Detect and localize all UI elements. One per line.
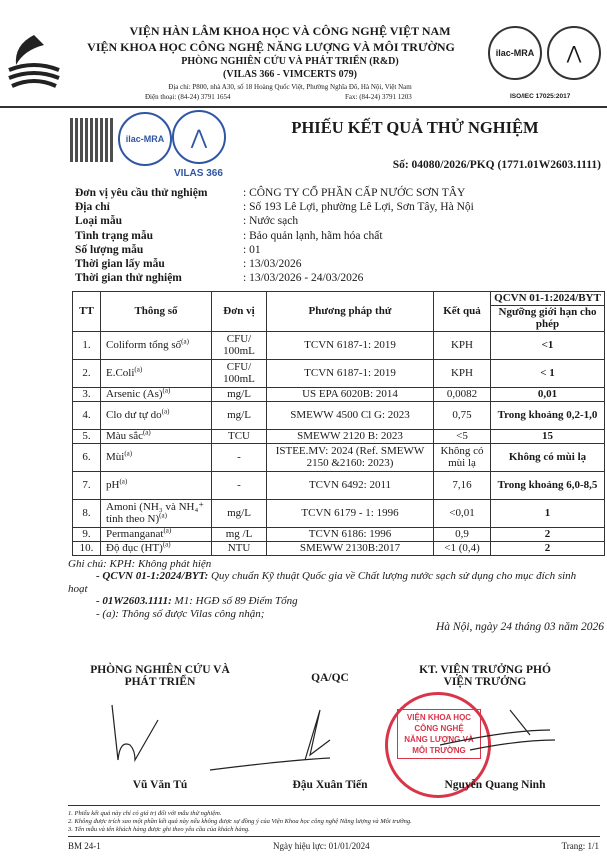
signature-title-qaqc: QA/QC (311, 672, 349, 684)
footer-note: 1. Phiếu kết quả này chỉ có giá trị đối với mẫu thử nghiệm. (68, 810, 222, 817)
row-number (73, 527, 101, 541)
row-number-text: 5. (82, 429, 91, 442)
method (267, 499, 434, 527)
info-value: : CÔNG TY CỔ PHẦN CẤP NƯỚC SƠN TÂY (243, 187, 466, 199)
unit (212, 527, 267, 541)
parameter-text: Độ đục (HT) (106, 541, 163, 554)
parameter (101, 527, 212, 541)
header-address: Địa chỉ: P800, nhà A30, số 18 Hoàng Quốc Việt, Phường Nghĩa Đô, Hà Nội, Việt Nam (168, 83, 412, 91)
parameter (101, 359, 212, 387)
header-result: Kết quả (434, 292, 491, 332)
row-number-text: 4. (82, 408, 91, 421)
method-text: SMEWW 4500 Cl G: 2023 (290, 408, 410, 421)
method-text: US EPA 6020B: 2014 (302, 387, 398, 400)
note-value: M1: HGĐ số 89 Điếm Tổng (171, 595, 298, 607)
vilas-mark: (a) (142, 428, 151, 437)
row-number (73, 541, 101, 555)
unit (212, 499, 267, 527)
unit (212, 387, 267, 401)
unit-text: mg/L (227, 506, 251, 519)
unit (212, 443, 267, 471)
method-text: TCVN 6187-1: 2019 (304, 366, 396, 379)
unit (212, 541, 267, 555)
method (267, 471, 434, 499)
method-text: TCVN 6186: 1996 (308, 527, 392, 540)
red-seal: VIỆN KHOA HỌC CÔNG NGHỆ NĂNG LƯỢNG VÀ MÔI TRƯỜNG (385, 692, 491, 798)
limit (491, 387, 605, 401)
header-line1: VIỆN HÀN LÂM KHOA HỌC VÀ CÔNG NGHỆ VIỆT NAM (129, 24, 451, 38)
result (434, 401, 491, 429)
header-line4: (VILAS 366 - VIMCERTS 079) (223, 69, 357, 80)
row-number (73, 471, 101, 499)
method-text: TCVN 6187-1: 2019 (304, 338, 396, 351)
method (267, 387, 434, 401)
limit-text: 2 (544, 541, 551, 554)
notes (68, 558, 598, 621)
result (434, 527, 491, 541)
row-number (73, 443, 101, 471)
result-text: <0,01 (449, 506, 475, 519)
vilas-mark: (a) (159, 511, 167, 520)
limit-text: 15 (542, 429, 553, 442)
iso-label: ISO/IEC 17025:2017 (510, 93, 571, 100)
footer-note: 2. Không được trích sao một phần kết quả này nếu không được sự đồng ý của Viện Khoa học công nghệ Năng lượng và Môi trường. (68, 818, 412, 825)
parameter (101, 429, 212, 443)
limit (491, 429, 605, 443)
vilas-mark: (a) (134, 365, 143, 374)
row-number (73, 401, 101, 429)
parameter (101, 471, 212, 499)
unit (212, 359, 267, 387)
info-value: : 13/03/2026 (243, 258, 302, 271)
header-unit: Đơn vị (212, 292, 267, 332)
limit-text: 2 (544, 527, 551, 540)
result (434, 541, 491, 555)
result (434, 387, 491, 401)
row-number-text: 1. (82, 338, 91, 351)
header-line3: PHÒNG NGHIÊN CỨU VÀ PHÁT TRIỂN (R&D) (181, 56, 399, 67)
info-label: Thời gian lấy mẫu (75, 258, 165, 271)
row-number (73, 359, 101, 387)
vilas-mark: (a) (181, 337, 189, 346)
result (434, 359, 491, 387)
table-row (73, 359, 605, 387)
table-row (73, 429, 605, 443)
header-divider (0, 106, 607, 108)
unit-text: NTU (227, 541, 251, 554)
method-text: TCVN 6179 - 1: 1996 (301, 506, 399, 519)
parameter (101, 541, 212, 555)
vilas-mark: (a) (119, 477, 128, 486)
vilas-mark: (a) (161, 407, 170, 416)
signer-name: Nguyễn Quang Ninh (444, 779, 546, 791)
row-number (73, 387, 101, 401)
header-tt: TT (73, 292, 101, 332)
parameter-text: Arsenic (As) (106, 387, 163, 400)
row-number-text: 3. (82, 387, 91, 400)
limit-text: Không có mùi lạ (508, 450, 587, 463)
signer-name: Đậu Xuân Tiến (292, 779, 368, 791)
ilac-mra-logo: ilac-MRA (488, 26, 542, 80)
unit-text: - (237, 478, 241, 491)
limit-text: Trong khoảng 0,2-1,0 (497, 408, 598, 421)
info-value: : Nước sạch (243, 215, 299, 228)
header-line2: VIỆN KHOA HỌC CÔNG NGHỆ NĂNG LƯỢNG VÀ MÔI TRƯỜNG (87, 40, 455, 54)
info-value: : Bảo quản lạnh, hãm hóa chất (243, 229, 383, 242)
method-text: TCVN 6492: 2011 (308, 478, 392, 491)
row-number-text: 6. (82, 450, 91, 463)
parameter-text: Amoni (NH₃ và NH₄⁺ tính theo N) (106, 500, 205, 525)
limit (491, 499, 605, 527)
info-value: : Số 193 Lê Lợi, phường Lê Lợi, Sơn Tây, Hà Nội (243, 201, 474, 214)
table-row (73, 527, 605, 541)
note-kph: Ghi chú: KPH: Không phát hiện (68, 557, 212, 570)
effective-date: Ngày hiệu lực: 01/01/2024 (273, 841, 370, 851)
unit (212, 331, 267, 359)
limit-text: 1 (544, 506, 551, 519)
method-text: SMEWW 2130B:2017 (299, 541, 401, 554)
institute-logo (4, 30, 64, 90)
result-text: <1 (0,4) (444, 541, 480, 554)
footer-divider (68, 805, 600, 806)
unit-text: CFU/ 100mL (223, 332, 255, 357)
result-text: <5 (456, 429, 468, 442)
page-title: PHIẾU KẾT QUẢ THỬ NGHIỆM (291, 118, 539, 137)
table-row (73, 443, 605, 471)
result (434, 471, 491, 499)
signer-name: Vũ Văn Tú (132, 779, 188, 791)
limit (491, 443, 605, 471)
note-value: Quy chuẩn Kỹ thuật Quốc gia về Chất lượng nước sạch sử dụng cho mục đích sinh hoạt (68, 570, 577, 595)
header-phone: Điện thoại: (84-24) 3791 1654 (145, 93, 231, 101)
unit-text: mg/L (227, 387, 251, 400)
handwritten-signatures (90, 695, 560, 775)
parameter (101, 401, 212, 429)
form-code: BM 24-1 (68, 841, 101, 851)
limit (491, 471, 605, 499)
method (267, 401, 434, 429)
limit (491, 401, 605, 429)
parameter-text: E.Coli (106, 366, 135, 379)
method (267, 359, 434, 387)
unit-text: CFU/ 100mL (223, 360, 255, 385)
header-method: Phương pháp thử (267, 292, 434, 332)
vilas-mark: (a) (163, 526, 172, 535)
unit-text: - (237, 450, 241, 463)
unit-text: mg /L (225, 527, 253, 540)
vilas-stamp: VILAS 366 (174, 168, 223, 179)
parameter-text: Mùi (106, 450, 125, 463)
vilas-mark: (a) (124, 449, 133, 458)
limit-text: 0,01 (537, 387, 558, 400)
row-number-text: 7. (82, 478, 91, 491)
info-label: Thời gian thử nghiệm (75, 272, 182, 285)
table-row (73, 471, 605, 499)
parameter (101, 499, 212, 527)
table-row (73, 331, 605, 359)
qr-code (70, 118, 114, 162)
result-text: Không có mùi lạ (440, 444, 484, 469)
method (267, 541, 434, 555)
parameter-text: Màu sắc (106, 429, 143, 442)
info-label: Loại mẫu (75, 215, 122, 228)
limit-text: <1 (541, 338, 554, 351)
table-row (73, 387, 605, 401)
note-key: - QCVN 01-1:2024/BYT: (96, 570, 209, 582)
table-row (73, 499, 605, 527)
results-table (72, 291, 605, 556)
row-number-text: 8. (82, 506, 91, 519)
result (434, 331, 491, 359)
limit (491, 527, 605, 541)
info-value: : 13/03/2026 - 24/03/2026 (243, 272, 364, 285)
limit (491, 359, 605, 387)
result-text: 0,75 (452, 408, 472, 421)
parameter (101, 387, 212, 401)
method-text: ISTEE.MV: 2024 (Ref. SMEWW 2150 &2160: 2023) (275, 444, 425, 469)
vilas-mark: (a) (162, 540, 171, 549)
result-text: 0,9 (455, 527, 469, 540)
unit-text: TCU (228, 429, 250, 442)
footer-divider (68, 836, 600, 837)
table-row (73, 541, 605, 555)
info-label: Số lượng mẫu (75, 243, 144, 256)
note-vilas: - (a): Thông số được Vilas công nhận; (96, 607, 265, 620)
result-text: 7,16 (452, 478, 472, 491)
info-value: : 01 (243, 243, 261, 256)
header-standard: QCVN 01-1:2024/BYT (491, 292, 605, 306)
method (267, 429, 434, 443)
unit (212, 471, 267, 499)
parameter (101, 331, 212, 359)
limit (491, 331, 605, 359)
header-param: Thông số (101, 292, 212, 332)
info-label: Địa chỉ (75, 201, 110, 214)
result (434, 429, 491, 443)
limit-text: Trong khoảng 6,0-8,5 (497, 478, 598, 491)
header-limit: Ngưỡng giới hạn cho phép (491, 305, 605, 331)
unit (212, 429, 267, 443)
parameter (101, 443, 212, 471)
result-text: KPH (450, 366, 473, 379)
results-section (68, 291, 604, 634)
parameter-text: Permanganat (106, 527, 164, 540)
date-place: Hà Nội, ngày 24 tháng 03 năm 2026 (435, 621, 604, 633)
signature-title-rd: PHÒNG NGHIÊN CỨU VÀ PHÁT TRIỂN (90, 664, 230, 688)
note-key: - 01W2603.1111: (96, 595, 172, 607)
result (434, 499, 491, 527)
unit (212, 401, 267, 429)
result (434, 443, 491, 471)
row-number-text: 9. (82, 527, 91, 540)
parameter-text: Coliform tổng số (106, 338, 182, 351)
result-text: KPH (450, 338, 473, 351)
row-number-text: 2. (82, 366, 91, 379)
row-number (73, 429, 101, 443)
row-number (73, 331, 101, 359)
info-label: Đơn vị yêu cầu thử nghiệm (75, 187, 208, 199)
sample-info (75, 186, 474, 285)
unit-text: mg/L (227, 408, 251, 421)
method (267, 331, 434, 359)
row-number (73, 499, 101, 527)
limit (491, 541, 605, 555)
boa-stamp: ⋀ (172, 110, 226, 164)
limit-text: < 1 (540, 366, 555, 379)
parameter-text: Clo dư tự do (106, 408, 162, 421)
page-number: Trang: 1/1 (561, 841, 599, 851)
footer-note: 3. Tên mẫu và tên khách hàng được ghi theo yêu cầu của khách hàng. (68, 826, 250, 833)
info-label: Tình trạng mẫu (75, 229, 153, 242)
report-number: Số: 04080/2026/PKQ (1771.01W2603.1111) (392, 159, 601, 171)
vilas-mark: (a) (162, 386, 171, 395)
boa-logo: ⋀ (547, 26, 601, 80)
method (267, 443, 434, 471)
result-text: 0,0082 (446, 387, 478, 400)
table-row (73, 401, 605, 429)
method (267, 527, 434, 541)
parameter-text: pH (106, 478, 120, 491)
signature-title-director: KT. VIỆN TRƯỞNG PHÓ VIỆN TRƯỞNG (419, 664, 551, 688)
ilac-stamp: ilac-MRA (118, 112, 172, 166)
header-fax: Fax: (84-24) 3791 1203 (345, 93, 412, 101)
method-text: SMEWW 2120 B: 2023 (297, 429, 403, 442)
row-number-text: 10. (79, 541, 94, 554)
